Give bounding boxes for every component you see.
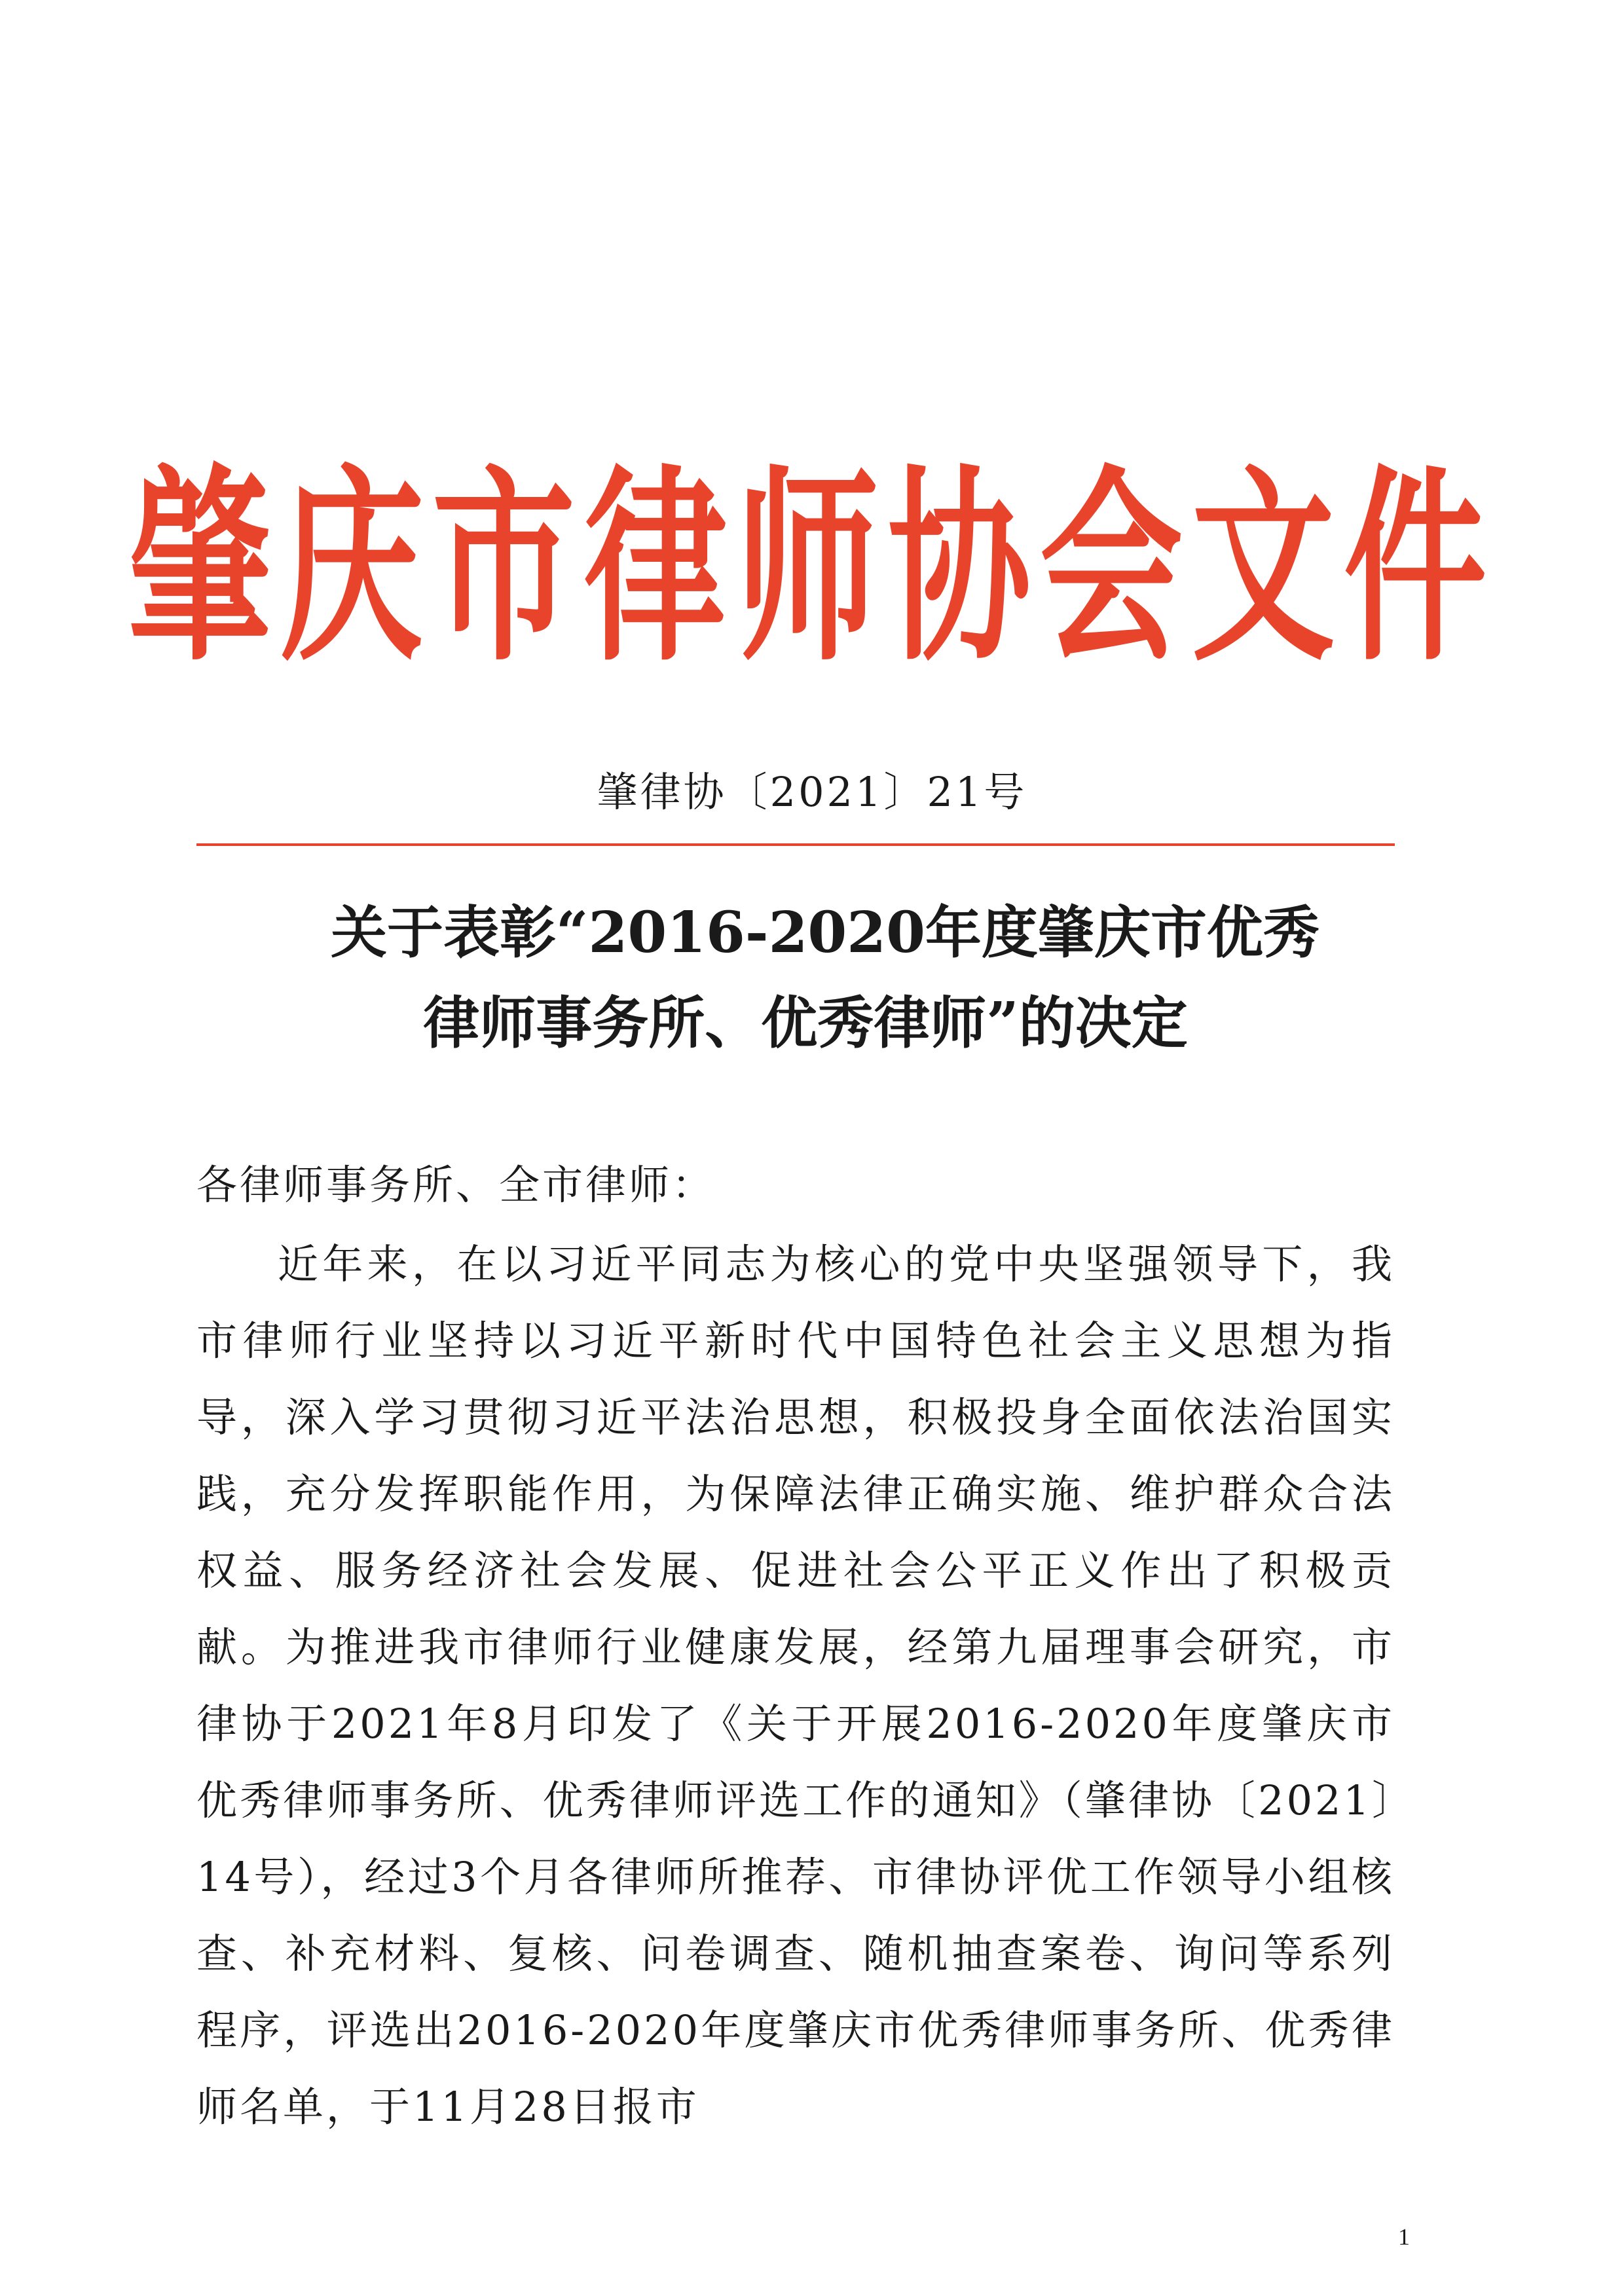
masthead-title: 肇庆市律师协会文件 bbox=[128, 449, 1496, 689]
salutation: 各律师事务所、全市律师： bbox=[196, 1161, 716, 1209]
document-title-line-2: 律师事务所、优秀律师”的决定 bbox=[423, 990, 1188, 1056]
red-separator-line bbox=[196, 843, 1395, 846]
document-number: 肇律协〔2021〕21号 bbox=[597, 768, 1027, 816]
document-title-line-1: 关于表彰“2016-2020年度肇庆市优秀 bbox=[331, 900, 1320, 966]
body-paragraph: 近年来，在以习近平同志为核心的党中央坚强领导下，我市律师行业坚持以习近平新时代中国特色社会主义思想为指导，深入学习贯彻习近平法治思想，积极投身全面依法治国实践，充分发挥职能作用，为保障法律正确实施、维护群众合法权益、服务经济社会发展、促进社会公平正义作出了积极贡献。为推进我市律师行业健康发展，经第九届理事会研究，市律协于2021年8月印发了《关于开展2016-2020年度肇庆市优秀律师事务所、优秀律师评选工作的通知》（肇律协〔2021〕14号），经过3个月各律师所推荐、市律协评优工作领导小组核查、补充材料、复核、问卷调查、随机抽查案卷、询问等系列程序，评选出2016-2020年度肇庆市优秀律师事务所、优秀律师名单，于11月28日报市 bbox=[196, 1240, 1395, 2131]
page-number: 1 bbox=[1398, 2224, 1410, 2250]
